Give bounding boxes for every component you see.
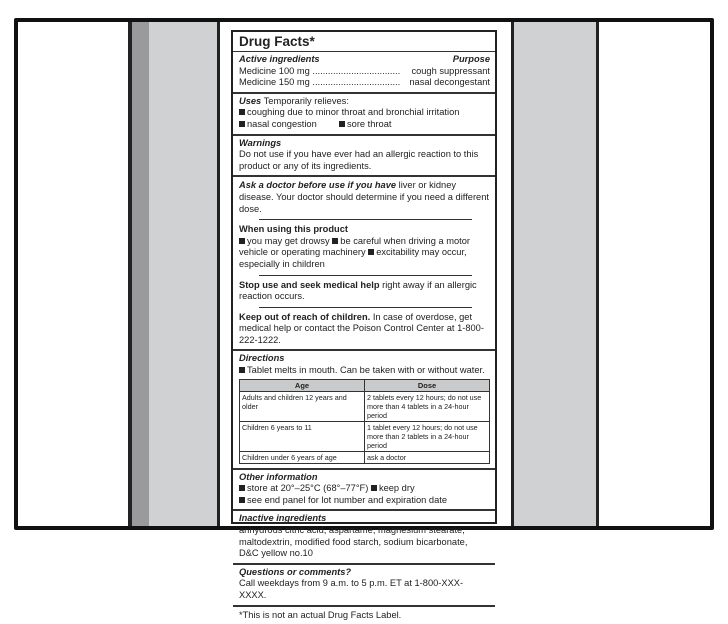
table-row <box>240 391 490 421</box>
active-heading: Active ingredients <box>239 54 320 64</box>
when-item: you may get drowsy <box>247 235 330 246</box>
bullet-icon <box>239 367 245 373</box>
age-cell: Children 6 years to 11 <box>240 421 365 451</box>
ingredient: Medicine 100 mg .................................. <box>239 65 401 76</box>
keep-out-text: In case of overdose, get medical help or contact the Poison Control Center at 1-800-222-1222. <box>239 311 484 345</box>
when-item: excitability may occur, especially in children <box>239 247 467 269</box>
directions-text: Tablet melts in mouth. Can be taken with or without water. <box>247 365 485 376</box>
uses-intro: Temporarily relieves: <box>263 95 349 106</box>
column-header-age: Age <box>240 379 365 391</box>
other-item: see end panel for lot number and expiration date <box>247 494 448 505</box>
age-cell: Children under 6 years of age <box>240 451 365 463</box>
use-item: nasal congestion <box>247 118 317 129</box>
side-panel-right <box>514 22 596 526</box>
keep-out-heading: Keep out of reach of children. <box>239 311 371 322</box>
warnings-text: Do not use if you have ever had an allergic reaction to this product or any of its ingredients. <box>239 149 479 171</box>
bullet-icon <box>239 121 245 127</box>
other-heading: Other information <box>239 471 318 482</box>
dose-cell: ask a doctor <box>365 451 490 463</box>
panel-fold <box>596 22 599 526</box>
use-item: sore throat <box>347 118 392 129</box>
dose-cell: 2 tablets every 12 hours; do not use more than 4 tablets in a 24-hour period <box>365 391 490 421</box>
bullet-icon <box>371 485 377 491</box>
bullet-icon <box>239 497 245 503</box>
dosage-table <box>239 379 490 464</box>
questions-heading: Questions or comments? <box>239 566 352 577</box>
bullet-icon <box>239 485 245 491</box>
warnings-heading: Warnings <box>239 137 282 148</box>
inactive-heading: Inactive ingredients <box>239 513 327 524</box>
when-item: be careful when driving a motor vehicle or operating machinery <box>239 235 470 258</box>
purpose: cough suppressant <box>411 65 490 76</box>
panel-fold <box>217 22 220 526</box>
bullet-icon <box>368 249 374 255</box>
purpose: nasal decongestant <box>409 77 490 88</box>
footnote: *This is not an actual Drug Facts Label. <box>239 609 402 620</box>
warnings-section <box>233 136 495 178</box>
bullet-icon <box>239 109 245 115</box>
stop-use-heading: Stop use and seek medical help <box>239 279 380 290</box>
ingredient: Medicine 150 mg .................................. <box>239 77 401 88</box>
table-row <box>240 421 490 451</box>
uses-heading: Uses <box>239 95 262 106</box>
ask-doctor-heading: Ask a doctor before use if you have <box>239 180 397 191</box>
other-information-section <box>233 470 495 512</box>
panel-shade <box>132 22 149 526</box>
when-using-heading: When using this product <box>239 224 348 235</box>
purpose-heading: Purpose <box>452 54 490 64</box>
dose-cell: 1 tablet every 12 hours; do not use more than 2 tablets in a 24-hour period <box>365 421 490 451</box>
label-title: Drug Facts* <box>233 32 495 52</box>
inactive-ingredients-section <box>233 511 495 564</box>
table-row <box>240 451 490 463</box>
bullet-icon <box>239 238 245 244</box>
bullet-icon <box>332 238 338 244</box>
bullet-icon <box>339 121 345 127</box>
ask-doctor-text: liver or kidney disease. Your doctor should determine if you need a different dose. <box>239 180 489 214</box>
questions-section <box>233 565 495 607</box>
directions-section <box>233 349 495 469</box>
other-item: store at 20°–25°C (68°–77°F) <box>247 483 369 494</box>
drug-facts-label <box>231 30 497 620</box>
uses-section <box>233 94 495 136</box>
column-header-dose: Dose <box>365 379 490 391</box>
inactive-text: anhydrous citric acid, aspartame, magnesium stearate, maltodextrin, modified food starch, sodium bicarbonate, D&C yellow no.10 <box>239 525 468 559</box>
age-cell: Adults and children 12 years and older <box>240 391 365 421</box>
questions-text: Call weekdays from 9 a.m. to 5 p.m. ET at 1-800-XXX-XXXX. <box>239 578 464 600</box>
other-item: keep dry <box>378 483 415 494</box>
use-item: coughing due to minor throat and bronchial irritation <box>247 107 460 118</box>
warnings-subsections <box>233 177 495 349</box>
directions-heading: Directions <box>239 353 285 364</box>
stop-use-text: right away if an allergic reaction occurs. <box>239 279 477 302</box>
active-ingredients-section <box>233 52 495 94</box>
side-panel-left <box>149 22 218 526</box>
